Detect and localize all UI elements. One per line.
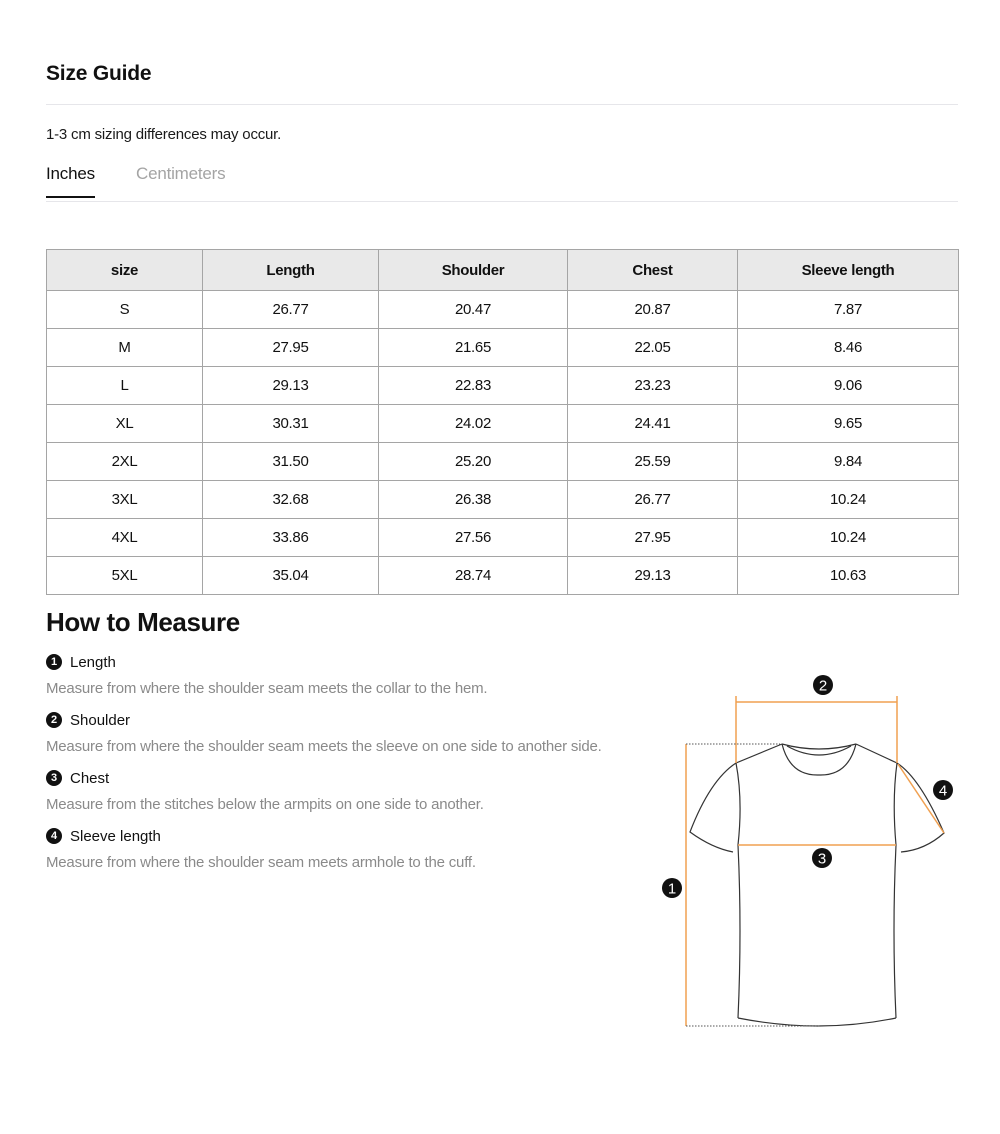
cell-shoulder: 25.20 xyxy=(379,443,568,481)
cell-chest: 27.95 xyxy=(568,519,738,557)
cell-shoulder: 27.56 xyxy=(379,519,568,557)
cell-sleeve-length: 10.24 xyxy=(738,481,959,519)
size-table xyxy=(46,249,959,595)
cell-sleeve-length: 10.63 xyxy=(738,557,959,595)
table-row xyxy=(47,405,959,443)
cell-shoulder: 26.38 xyxy=(379,481,568,519)
svg-text:2: 2 xyxy=(818,677,828,695)
number-markers xyxy=(662,675,953,898)
marker-4-icon xyxy=(933,780,953,800)
number-2-icon: 2 xyxy=(46,712,62,728)
table-row xyxy=(47,367,959,405)
cell-length: 26.77 xyxy=(203,291,379,329)
svg-text:4: 4 xyxy=(938,782,948,800)
cell-shoulder: 28.74 xyxy=(379,557,568,595)
svg-text:1: 1 xyxy=(667,880,677,898)
cell-size: 3XL xyxy=(47,481,203,519)
step-shoulder xyxy=(46,710,646,768)
tab-centimeters[interactable]: Centimeters xyxy=(136,164,226,183)
number-3-icon: 3 xyxy=(46,770,62,786)
cell-sleeve-length: 8.46 xyxy=(738,329,959,367)
table-row xyxy=(47,481,959,519)
cell-length: 35.04 xyxy=(203,557,379,595)
cell-chest: 25.59 xyxy=(568,443,738,481)
cell-size: 2XL xyxy=(47,443,203,481)
column-header-shoulder: Shoulder xyxy=(379,250,568,291)
column-header-chest: Chest xyxy=(568,250,738,291)
cell-chest: 22.05 xyxy=(568,329,738,367)
unit-tabs xyxy=(46,164,958,202)
sizing-note: 1-3 cm sizing differences may occur. xyxy=(46,126,282,143)
marker-2-icon xyxy=(813,675,833,695)
cell-chest: 20.87 xyxy=(568,291,738,329)
step-description: Measure from where the shoulder seam meets the sleeve on one side to another side. xyxy=(46,738,602,755)
table-row xyxy=(47,557,959,595)
tabs-divider xyxy=(46,201,958,202)
cell-chest: 29.13 xyxy=(568,557,738,595)
tshirt-outline-icon xyxy=(690,744,944,1026)
step-label: Chest xyxy=(70,769,110,787)
cell-length: 32.68 xyxy=(203,481,379,519)
cell-shoulder: 24.02 xyxy=(379,405,568,443)
marker-3-icon xyxy=(812,848,832,868)
cell-chest: 23.23 xyxy=(568,367,738,405)
step-description: Measure from where the shoulder seam meets armhole to the cuff. xyxy=(46,854,476,871)
cell-sleeve-length: 10.24 xyxy=(738,519,959,557)
cell-length: 27.95 xyxy=(203,329,379,367)
table-row xyxy=(47,329,959,367)
cell-length: 30.31 xyxy=(203,405,379,443)
table-header-row xyxy=(47,250,959,291)
svg-text:3: 3 xyxy=(817,850,827,868)
step-length xyxy=(46,652,646,710)
cell-shoulder: 22.83 xyxy=(379,367,568,405)
cell-size: 4XL xyxy=(47,519,203,557)
measure-steps xyxy=(46,652,646,884)
cell-size: M xyxy=(47,329,203,367)
marker-1-icon xyxy=(662,878,682,898)
cell-length: 31.50 xyxy=(203,443,379,481)
cell-length: 29.13 xyxy=(203,367,379,405)
step-chest xyxy=(46,768,646,826)
tab-inches[interactable]: Inches xyxy=(46,164,95,197)
page-title: Size Guide xyxy=(46,62,152,85)
table-row xyxy=(47,443,959,481)
step-description: Measure from where the shoulder seam meets the collar to the hem. xyxy=(46,680,488,697)
table-row xyxy=(47,291,959,329)
cell-length: 33.86 xyxy=(203,519,379,557)
number-4-icon: 4 xyxy=(46,828,62,844)
cell-size: L xyxy=(47,367,203,405)
column-header-length: Length xyxy=(203,250,379,291)
cell-sleeve-length: 9.65 xyxy=(738,405,959,443)
cell-size: 5XL xyxy=(47,557,203,595)
table-row xyxy=(47,519,959,557)
step-description: Measure from the stitches below the armpits on one side to another. xyxy=(46,796,484,813)
column-header-sleeve-length: Sleeve length xyxy=(738,250,959,291)
column-header-size: size xyxy=(47,250,203,291)
cell-chest: 24.41 xyxy=(568,405,738,443)
cell-sleeve-length: 7.87 xyxy=(738,291,959,329)
step-label: Sleeve length xyxy=(70,827,161,845)
cell-sleeve-length: 9.06 xyxy=(738,367,959,405)
cell-size: XL xyxy=(47,405,203,443)
title-divider xyxy=(46,104,958,105)
step-label: Length xyxy=(70,653,116,671)
step-sleeve-length xyxy=(46,826,646,884)
how-to-measure-title: How to Measure xyxy=(46,607,240,637)
step-label: Shoulder xyxy=(70,711,131,729)
guide-dotted-lines xyxy=(686,744,820,1026)
cell-chest: 26.77 xyxy=(568,481,738,519)
cell-size: S xyxy=(47,291,203,329)
cell-shoulder: 20.47 xyxy=(379,291,568,329)
number-1-icon: 1 xyxy=(46,654,62,670)
cell-shoulder: 21.65 xyxy=(379,329,568,367)
cell-sleeve-length: 9.84 xyxy=(738,443,959,481)
tshirt-measurement-diagram xyxy=(650,660,970,1040)
